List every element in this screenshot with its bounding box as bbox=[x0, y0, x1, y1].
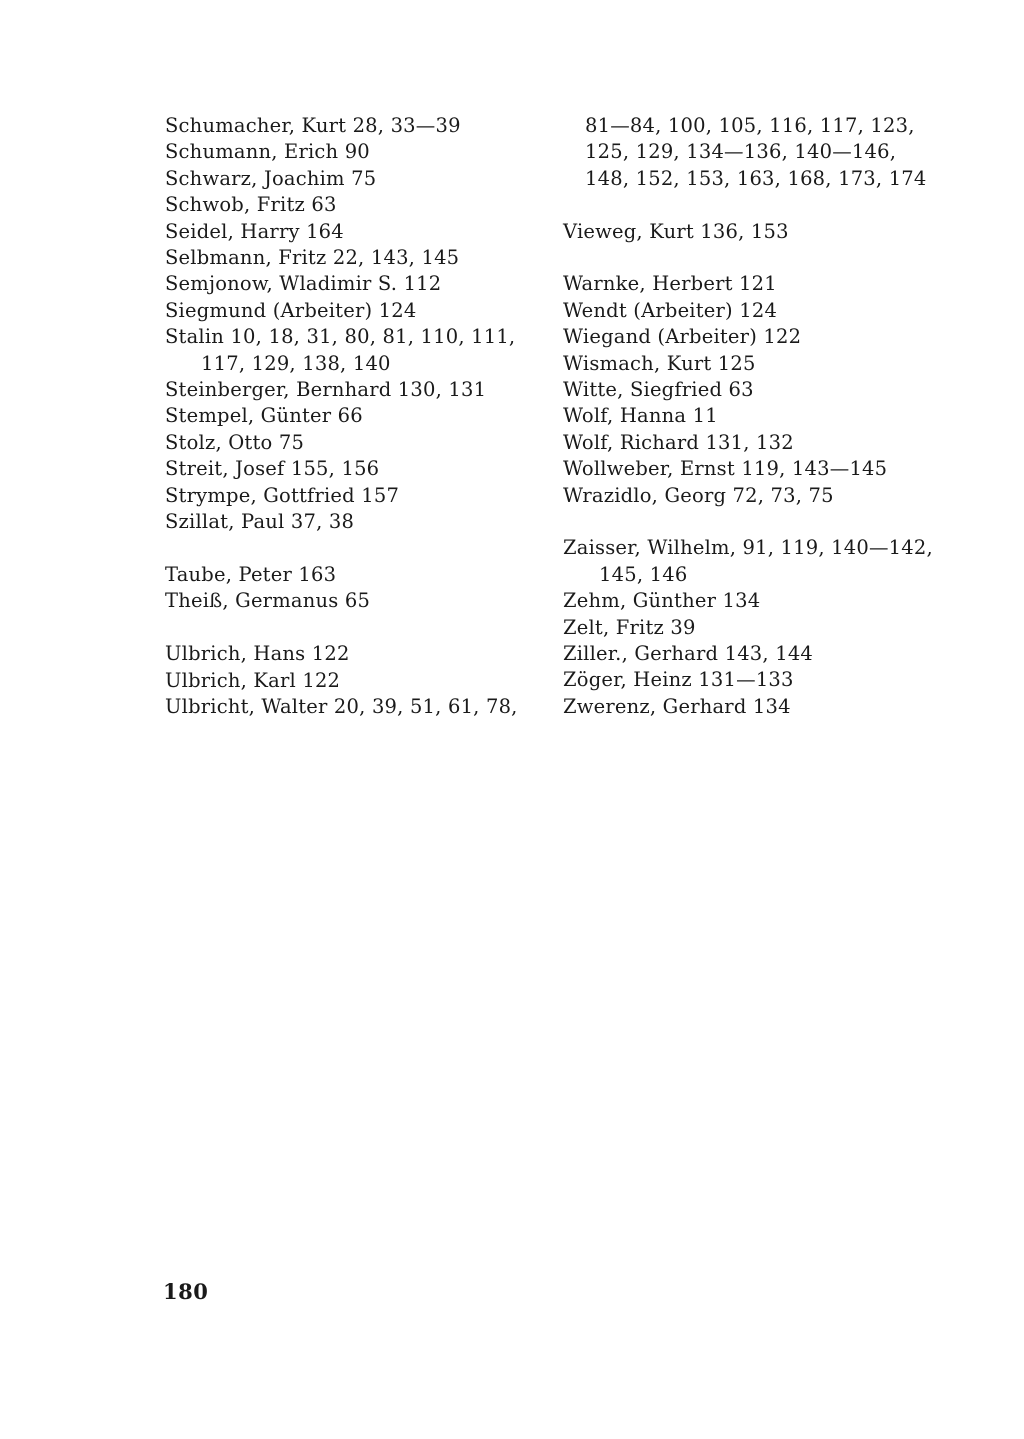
page-number: 180 bbox=[163, 1279, 209, 1304]
index-entry: Stalin 10, 18, 31, 80, 81, 110, 111, 117, 129, 138, 140 bbox=[165, 325, 516, 375]
index-entry: Vieweg, Kurt 136, 153 bbox=[563, 219, 789, 243]
index-entry-continuation: 81—84, 100, 105, 116, 117, 123, 125, 129, 134—136, 140—146, 148, 152, 153, 163, 168, 173, 174 bbox=[585, 114, 927, 190]
index-entry: Schumann, Erich 90 bbox=[165, 140, 370, 164]
index-entry: Schwob, Fritz 63 bbox=[165, 193, 337, 217]
index-group-v bbox=[563, 219, 938, 245]
index-group-w bbox=[563, 271, 938, 509]
index-entry: Zöger, Heinz 131—133 bbox=[563, 668, 794, 692]
index-entry: Steinberger, Bernhard 130, 131 bbox=[165, 378, 487, 402]
index-entry: Warnke, Herbert 121 bbox=[563, 272, 777, 296]
index-entry: Siegmund (Arbeiter) 124 bbox=[165, 298, 417, 322]
index-entry: Ulbricht, Walter 20, 39, 51, 61, 78, bbox=[165, 694, 518, 718]
index-entry: Seidel, Harry 164 bbox=[165, 219, 344, 243]
index-entry: Wollweber, Ernst 119, 143—145 bbox=[563, 457, 888, 481]
index-group-u bbox=[165, 641, 535, 720]
index-entry: Ulbrich, Hans 122 bbox=[165, 642, 350, 666]
index-entry: Schumacher, Kurt 28, 33—39 bbox=[165, 114, 461, 137]
index-entry: Szillat, Paul 37, 38 bbox=[165, 510, 355, 534]
index-entry: Wiegand (Arbeiter) 122 bbox=[563, 325, 802, 349]
index-group-t bbox=[165, 562, 535, 615]
index-entry: Taube, Peter 163 bbox=[165, 562, 337, 586]
index-entry: Witte, Siegfried 63 bbox=[563, 378, 754, 402]
index-entry: Strympe, Gottfried 157 bbox=[165, 483, 400, 507]
index-entry: Wendt (Arbeiter) 124 bbox=[563, 298, 778, 322]
index-entry: Stempel, Günter 66 bbox=[165, 404, 363, 428]
index-entry: Wrazidlo, Georg 72, 73, 75 bbox=[563, 483, 834, 507]
index-entry: Selbmann, Fritz 22, 143, 145 bbox=[165, 246, 460, 270]
index-column-right bbox=[563, 113, 938, 720]
index-entry: Ziller., Gerhard 143, 144 bbox=[563, 642, 814, 666]
index-entry: Zelt, Fritz 39 bbox=[563, 615, 696, 639]
index-entry: Semjonow, Wladimir S. 112 bbox=[165, 272, 442, 296]
index-entry: Schwarz, Joachim 75 bbox=[165, 166, 377, 190]
index-entry: Ulbrich, Karl 122 bbox=[165, 668, 341, 692]
index-entry: Stolz, Otto 75 bbox=[165, 430, 305, 454]
index-entry: Zwerenz, Gerhard 134 bbox=[563, 694, 791, 718]
index-group-z bbox=[563, 535, 938, 720]
index-entry: Streit, Josef 155, 156 bbox=[165, 457, 380, 481]
index-group-s bbox=[165, 113, 535, 536]
index-entry: Theiß, Germanus 65 bbox=[165, 589, 371, 613]
index-entry: Wismach, Kurt 125 bbox=[563, 351, 756, 375]
index-entry: Zehm, Günther 134 bbox=[563, 589, 761, 613]
index-entry: Zaisser, Wilhelm, 91, 119, 140—142, 145, 146 bbox=[563, 536, 933, 586]
index-entry: Wolf, Hanna 11 bbox=[563, 404, 718, 428]
index-entry: Wolf, Richard 131, 132 bbox=[563, 430, 794, 454]
index-column-left bbox=[165, 113, 535, 720]
